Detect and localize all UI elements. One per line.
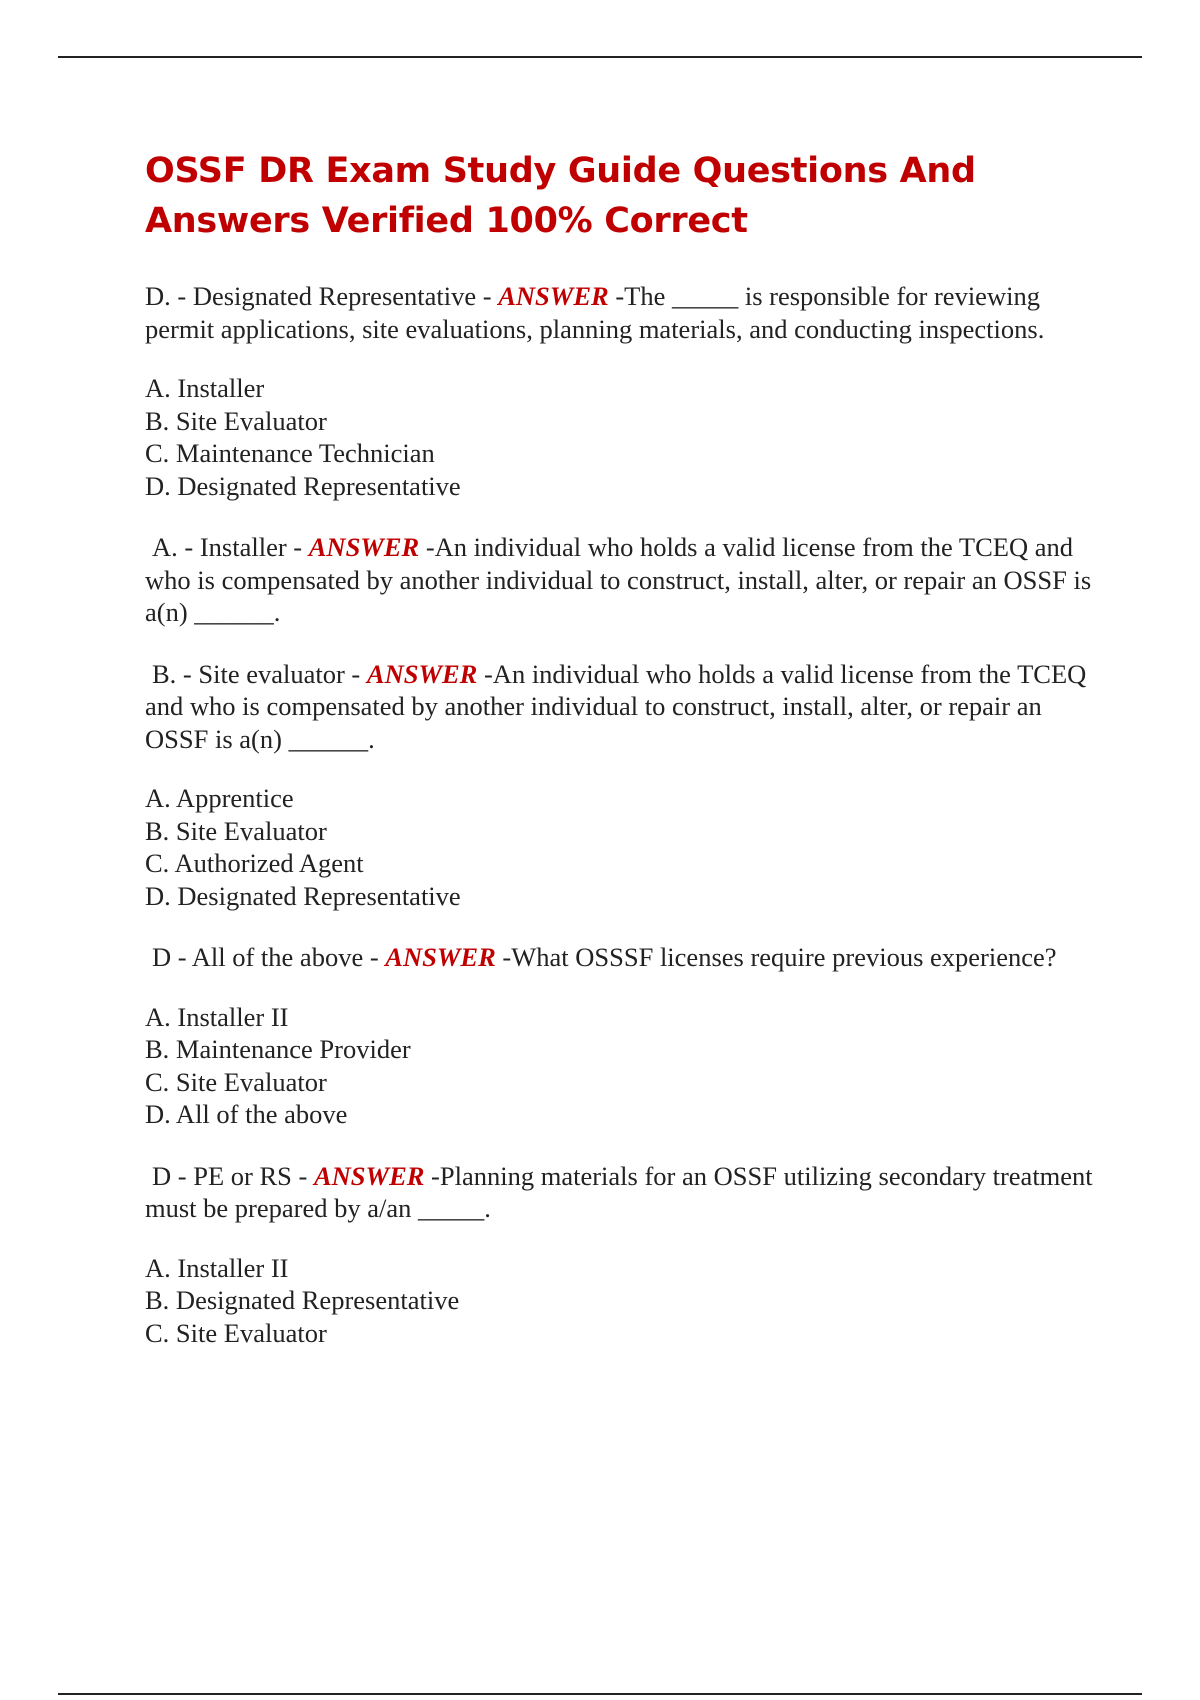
option-item: C. Site Evaluator [145, 1066, 327, 1097]
question-paragraph [145, 941, 1095, 974]
answer-text: D - All of the above - [152, 942, 386, 972]
option-item: A. Installer II [145, 1001, 289, 1032]
question-paragraph [145, 280, 1095, 345]
document-title: OSSF DR Exam Study Guide Questions And Answers Verified 100% Correct [145, 151, 976, 241]
option-item: A. Installer II [145, 1252, 289, 1283]
footer-rule [58, 1693, 1142, 1695]
answer-label: ANSWER [313, 1160, 425, 1191]
document-body [145, 146, 1095, 1378]
option-item: B. Maintenance Provider [145, 1034, 411, 1064]
question-text: -What OSSSF licenses require previous experience? [495, 942, 1057, 972]
question-text: -An individual who holds a valid license from the TCEQ and who is compensated by another individual to construct, install, alter, or repair an OSSF is a(n) ______. [145, 532, 1092, 627]
question-text: -The _____ is responsible for reviewing permit applications, site evaluations, planning materials, and conducting inspections. [145, 281, 1045, 344]
options-list [145, 1001, 1095, 1131]
option-item: B. Site Evaluator [145, 405, 327, 436]
question-text: -Planning materials for an OSSF utilizing secondary treatment must be prepared by a/an _____. [145, 1160, 1093, 1223]
options-list [145, 372, 1095, 502]
qa-item [145, 1160, 1095, 1350]
option-item: D. All of the above [145, 1099, 348, 1129]
option-item: A. Apprentice [145, 783, 294, 813]
header-rule [58, 56, 1142, 58]
options-list [145, 782, 1095, 912]
qa-item [145, 280, 1095, 502]
answer-text: D - PE or RS - [152, 1160, 314, 1191]
qa-item [145, 941, 1095, 1131]
option-item: C. Maintenance Technician [145, 438, 435, 468]
option-item: C. Site Evaluator [145, 1317, 327, 1348]
question-paragraph [145, 1160, 1095, 1225]
option-item: A. Installer [145, 373, 265, 403]
answer-label: ANSWER [366, 658, 478, 689]
option-item: D. Designated Representative [145, 880, 461, 911]
qa-item [145, 531, 1095, 629]
option-item: B. Designated Representative [145, 1285, 460, 1315]
answer-text: B. - Site evaluator - [152, 658, 367, 689]
options-list [145, 1252, 1095, 1350]
answer-text: D. - Designated Representative - [145, 281, 499, 311]
answer-label: ANSWER [385, 942, 496, 972]
question-paragraph [145, 531, 1095, 629]
answer-text: A. - Installer - [152, 532, 309, 562]
question-text: -An individual who holds a valid license from the TCEQ and who is compensated by another individual to construct, install, alter, or repair an OSSF is a(n) ______. [145, 658, 1087, 754]
option-item: B. Site Evaluator [145, 815, 327, 846]
qa-item [145, 658, 1095, 913]
question-paragraph [145, 658, 1095, 756]
answer-label: ANSWER [308, 532, 420, 562]
option-item: D. Designated Representative [145, 470, 461, 501]
option-item: C. Authorized Agent [145, 848, 364, 878]
answer-label: ANSWER [498, 281, 609, 311]
